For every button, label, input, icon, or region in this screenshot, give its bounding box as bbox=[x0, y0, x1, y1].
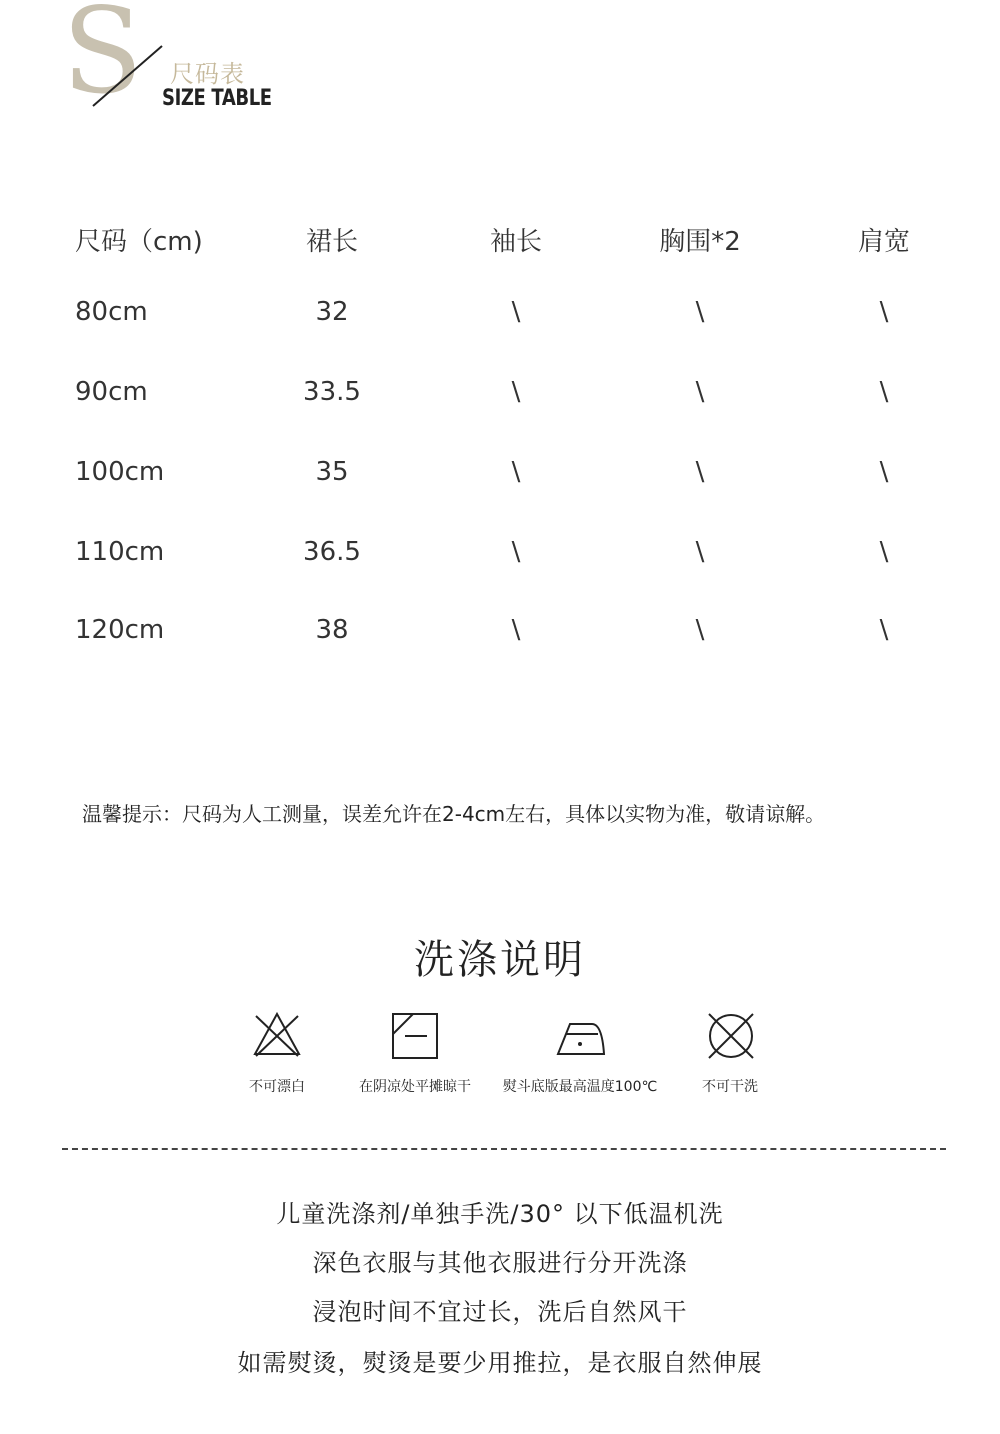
table-header-row bbox=[0, 221, 1000, 261]
cell-size: 110cm bbox=[75, 537, 165, 567]
cell-skirt-length: 33.5 bbox=[303, 377, 361, 407]
cell-sleeve-length: \ bbox=[511, 457, 521, 487]
logo-letter: S bbox=[62, 0, 143, 120]
cell-skirt-length: 35 bbox=[315, 457, 349, 487]
cell-size: 120cm bbox=[75, 615, 165, 645]
cell-shoulder: \ bbox=[879, 615, 889, 645]
no-dry-clean-icon bbox=[705, 1010, 757, 1062]
cell-sleeve-length: \ bbox=[511, 537, 521, 567]
size-table-logo bbox=[0, 0, 300, 130]
iron-icon bbox=[554, 1010, 608, 1060]
cell-skirt-length: 38 bbox=[315, 615, 349, 645]
divider bbox=[62, 1148, 946, 1150]
no-bleach-icon bbox=[252, 1010, 302, 1060]
cell-chest: \ bbox=[695, 537, 705, 567]
cell-size: 100cm bbox=[75, 457, 165, 487]
table-row bbox=[0, 537, 1000, 577]
cell-size: 80cm bbox=[75, 297, 148, 327]
wash-instructions-title: 洗涤说明 bbox=[414, 937, 586, 983]
table-row bbox=[0, 297, 1000, 337]
logo-slash-icon bbox=[90, 44, 170, 114]
table-row bbox=[0, 377, 1000, 417]
care-instruction-4: 如需熨烫，熨烫是要少用推拉，是衣服自然伸展 bbox=[237, 1349, 763, 1377]
cell-skirt-length: 36.5 bbox=[303, 537, 361, 567]
measurement-tip: 温馨提示：尺码为人工测量，误差允许在2-4cm左右，具体以实物为准，敬请谅解。 bbox=[82, 802, 826, 826]
cell-shoulder: \ bbox=[879, 297, 889, 327]
logo-title-en: SIZE TABLE bbox=[162, 86, 272, 111]
no-bleach-label: 不可漂白 bbox=[249, 1079, 305, 1095]
table-row bbox=[0, 615, 1000, 655]
cell-size: 90cm bbox=[75, 377, 148, 407]
header-shoulder: 肩宽 bbox=[857, 227, 911, 257]
header-chest: 胸围*2 bbox=[659, 227, 741, 257]
cell-sleeve-length: \ bbox=[511, 615, 521, 645]
dry-flat-shade-icon bbox=[391, 1010, 441, 1060]
cell-chest: \ bbox=[695, 615, 705, 645]
cell-chest: \ bbox=[695, 457, 705, 487]
cell-skirt-length: 32 bbox=[315, 297, 349, 327]
cell-shoulder: \ bbox=[879, 537, 889, 567]
cell-chest: \ bbox=[695, 377, 705, 407]
cell-sleeve-length: \ bbox=[511, 377, 521, 407]
logo-title-cn: 尺码表 bbox=[170, 60, 245, 88]
care-instruction-3: 浸泡时间不宜过长，洗后自然风干 bbox=[312, 1298, 688, 1326]
care-instruction-2: 深色衣服与其他衣服进行分开洗涤 bbox=[312, 1249, 688, 1277]
care-instruction-1: 儿童洗涤剂/单独手洗/30° 以下低温机洗 bbox=[276, 1200, 724, 1228]
cell-sleeve-length: \ bbox=[511, 297, 521, 327]
cell-chest: \ bbox=[695, 297, 705, 327]
iron-label: 熨斗底版最高温度100℃ bbox=[502, 1079, 658, 1095]
header-sleeve-length: 袖长 bbox=[489, 227, 543, 257]
cell-shoulder: \ bbox=[879, 457, 889, 487]
dry-flat-shade-label: 在阴凉处平摊晾干 bbox=[359, 1079, 471, 1095]
no-dry-clean-label: 不可干洗 bbox=[702, 1079, 758, 1095]
table-row bbox=[0, 457, 1000, 497]
cell-shoulder: \ bbox=[879, 377, 889, 407]
header-size: 尺码（cm) bbox=[75, 227, 203, 257]
header-skirt-length: 裙长 bbox=[305, 227, 359, 257]
